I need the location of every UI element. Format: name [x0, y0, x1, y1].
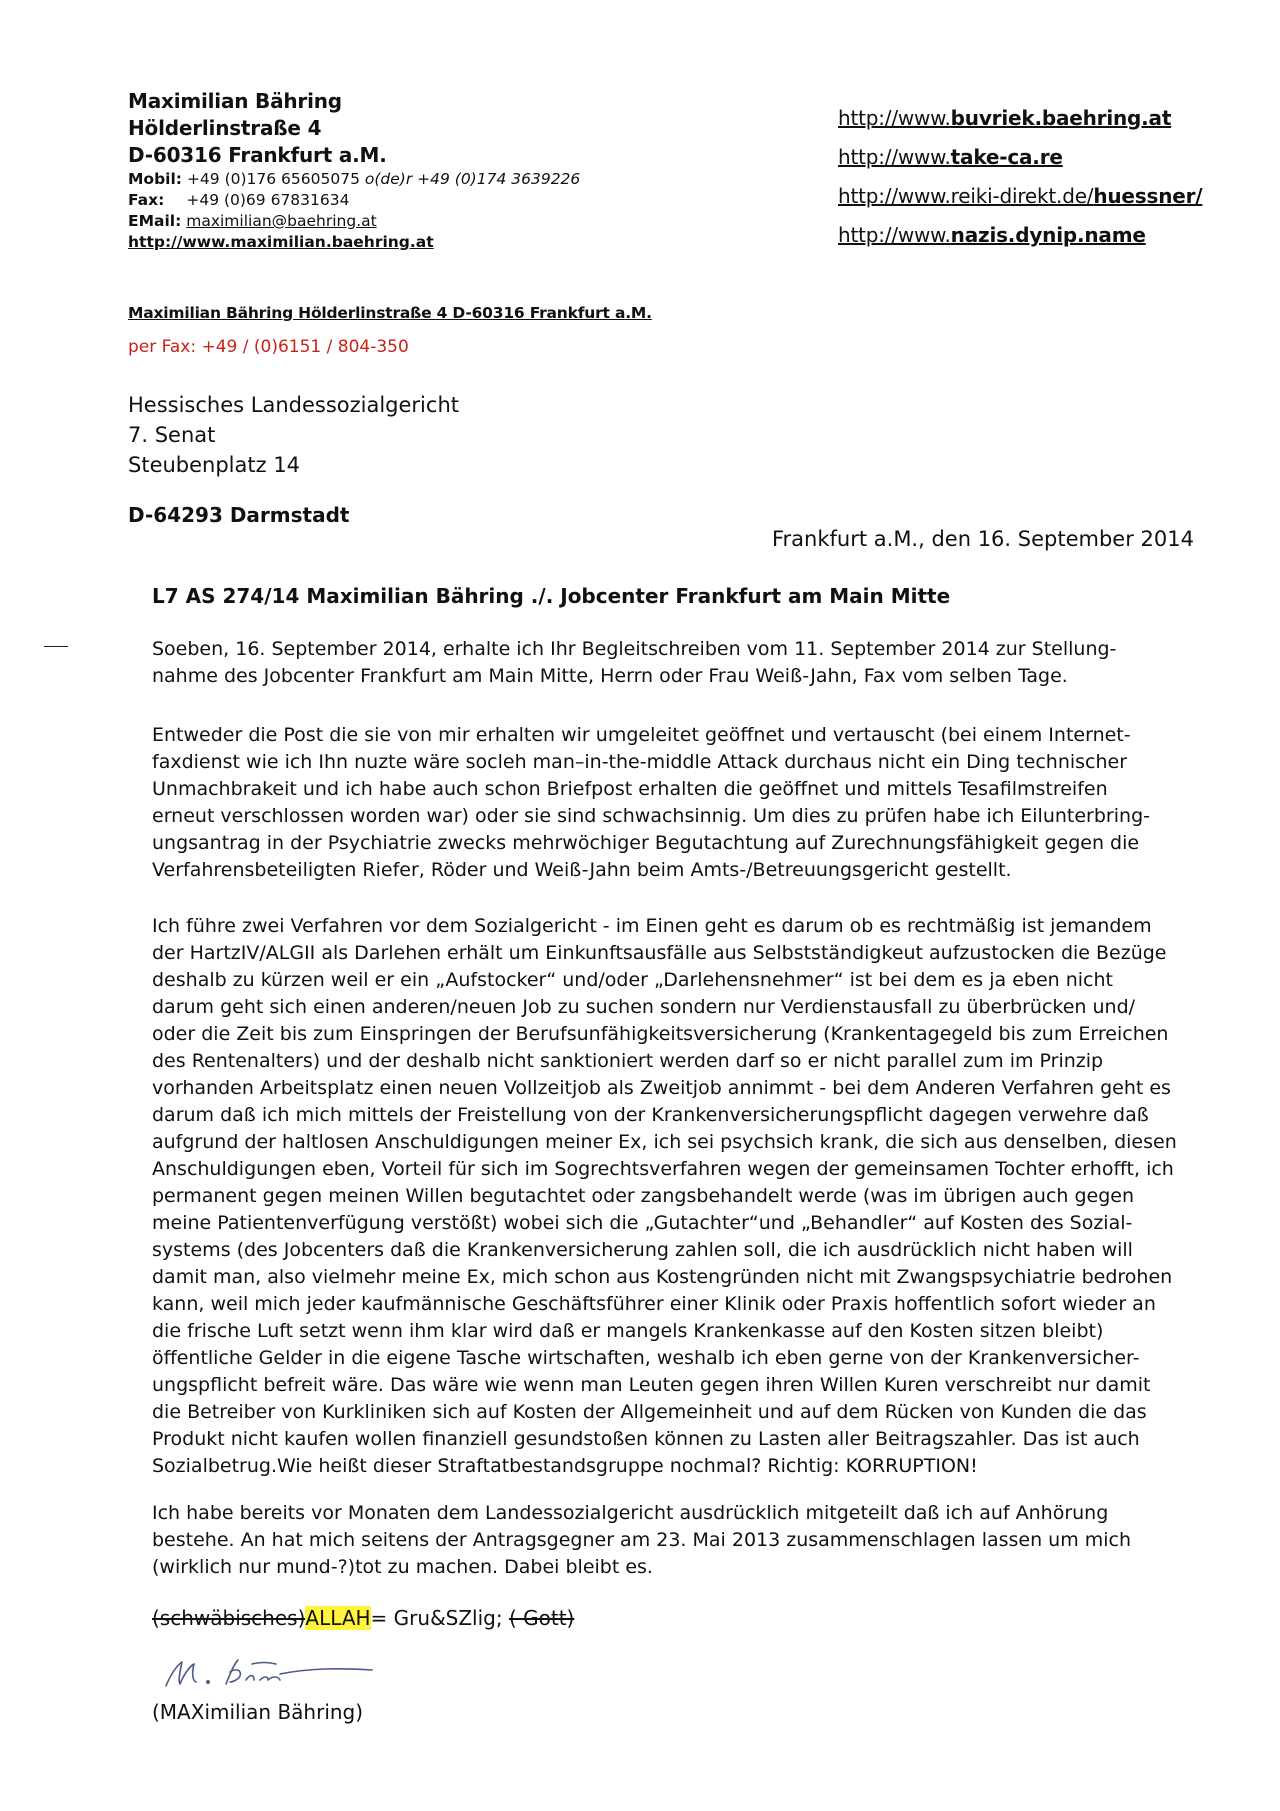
recipient-senate: 7. Senat — [128, 423, 216, 447]
body-line: darum geht sich einen anderen/neuen Job zu suchen sondern nur Verdienstausfall zu überbrücken und/ — [152, 996, 1136, 1018]
body-line: darum daß ich mich mittels der Freistellung von der Krankenversicherungspflicht dagegen verwehre daß — [152, 1104, 1149, 1126]
body-line: systems (des Jobcenters daß die Krankenversicherung zahlen soll, die ich ausdrücklich nicht haben will — [152, 1239, 1133, 1261]
paragraph-3 — [152, 913, 1177, 1480]
sender-mobile-line — [128, 169, 580, 190]
sender-fax-line — [128, 190, 580, 211]
greeting-text: Gru&SZlig; — [393, 1606, 503, 1630]
sender-street: Hölderlinstraße 4 — [128, 116, 322, 140]
sender-block — [128, 88, 580, 253]
body-line: Anschuldigungen eben, Vorteil für sich im Sogrechtsverfahren wegen der gemeinsamen Tochter erhofft, ich — [152, 1158, 1174, 1180]
body-line: Verfahrensbeteiligten Riefer, Röder und Weiß-Jahn beim Amts-/Betreuungsgericht gestellt. — [152, 859, 1012, 881]
paragraph-2 — [152, 722, 1150, 884]
paragraph-4 — [152, 1500, 1131, 1581]
body-line: vorhanden Arbeitsplatz einen neuen Vollzeitjob als Zweitjob annimmt - bei dem Anderen Verfahren geht es — [152, 1077, 1171, 1099]
body-line: Unmachbrakeit und ich habe auch schon Briefpost erhalten die geöffnet und mittels Tesafilmstreifen — [152, 778, 1108, 800]
fold-mark — [44, 646, 68, 647]
highlighted-word: ALLAH — [305, 1606, 371, 1630]
body-line: ungsantrag in der Psychiatrie zwecks mehrwöchiger Begutachtung auf Zurechnungsfähigkeit gegen die — [152, 832, 1140, 854]
struck-text-god: ( Gott) — [508, 1606, 575, 1630]
mobile-separator: o(de)r — [364, 170, 413, 188]
subject-line: L7 AS 274/14 Maximilian Bähring ./. Jobcenter Frankfurt am Main Mitte — [152, 584, 951, 608]
recipient-court: Hessisches Landessozialgericht — [128, 393, 459, 417]
body-line: Soeben, 16. September 2014, erhalte ich Ihr Begleitschreiben vom 11. September 2014 zur Stellung- — [152, 638, 1117, 660]
body-line: kann, weil mich jeder kaufmännische Geschäftsführer einer Klinik oder Praxis hoffentlich sofort wieder an — [152, 1293, 1156, 1315]
mobile-number-2: +49 (0)174 3639226 — [417, 170, 581, 188]
recipient-city: D-64293 Darmstadt — [128, 503, 350, 527]
mobile-label: Mobil: — [128, 170, 182, 188]
sender-city: D-60316 Frankfurt a.M. — [128, 143, 387, 167]
body-line: aufgrund der haltlosen Anschuldigungen meiner Ex, ich sei psychsich krank, die sich aus denselben, diesen — [152, 1131, 1177, 1153]
sender-email-line — [128, 211, 580, 232]
struck-text-swabian: (schwäbisches) — [152, 1606, 306, 1630]
sender-name: Maximilian Bähring — [128, 89, 342, 113]
fax-number: +49 (0)69 67831634 — [186, 191, 350, 209]
body-line: ungspflicht befreit wäre. Das wäre wie wenn man Leuten gegen ihren Willen Kuren verschreibt nur damit — [152, 1374, 1151, 1396]
fax-label: Fax: — [128, 191, 165, 209]
body-line: permanent gegen meinen Willen begutachtet oder zangsbehandelt werde (was im übrigen auch gegen — [152, 1185, 1135, 1207]
body-line: Ich habe bereits vor Monaten dem Landessozialgericht ausdrücklich mitgeteilt daß ich auf Anhörung — [152, 1502, 1109, 1524]
body-line: nahme des Jobcenter Frankfurt am Main Mitte, Herrn oder Frau Weiß-Jahn, Fax vom selben Tage. — [152, 665, 1068, 687]
body-line: die frische Luft setzt wenn ihm klar wird daß er mangels Krankenkasse auf den Kosten sitzen bleibt) — [152, 1320, 1104, 1342]
closing-greeting — [152, 1606, 574, 1630]
body-line: die Betreiber von Kurkliniken sich auf Kosten der Allgemeinheit und auf dem Rücken von Kunden die das — [152, 1401, 1147, 1423]
link-reiki-direkt[interactable]: http://www.reiki-direkt.de/huessner/ — [838, 184, 1203, 208]
date-line: Frankfurt a.M., den 16. September 2014 — [772, 527, 1194, 551]
email-link[interactable]: maximilian@baehring.at — [186, 212, 377, 230]
body-line: oder die Zeit bis zum Einspringen der Berufsunfähigkeitsversicherung (Krankentagegeld bis zum Erreichen — [152, 1023, 1169, 1045]
body-line: damit man, also vielmehr meine Ex, mich schon aus Kostengründen nicht mit Zwangspsychiatrie bedrohen — [152, 1266, 1173, 1288]
sender-website-link[interactable]: http://www.maximilian.baehring.at — [128, 233, 434, 251]
return-address-line: Maximilian Bähring Hölderlinstraße 4 D-60316 Frankfurt a.M. — [128, 304, 652, 322]
body-line: meine Patientenverfügung verstößt) wobei sich die „Gutachter“und „Behandler“ auf Kosten des Sozial- — [152, 1212, 1133, 1234]
email-label: EMail: — [128, 212, 182, 230]
signature-name: (MAXimilian Bähring) — [152, 1700, 364, 1724]
body-line: Produkt nicht kaufen wollen finanziell gesundstoßen können zu Lasten aller Beitragszahler. Das ist auch — [152, 1428, 1140, 1450]
handwritten-signature — [160, 1652, 380, 1700]
per-fax-line: per Fax: +49 / (0)6151 / 804-350 — [128, 337, 409, 357]
body-line: der HartzIV/ALGII als Darlehen erhält um Einkunftsausfälle aus Selbstständigkeut aufzustocken die Bezüge — [152, 942, 1167, 964]
body-line: faxdienst wie ich Ihn nuzte wäre socleh man–in-the-middle Attack durchaus nicht ein Ding technischer — [152, 751, 1128, 773]
link-list — [838, 99, 1202, 255]
body-line: erneut verschlossen worden war) oder sie sind schwachsinnig. Um dies zu prüfen habe ich Eilunterbring- — [152, 805, 1150, 827]
body-line: des Rentenalters) und der deshalb nicht sanktioniert werden darf so er nicht parallel zum im Prinzip — [152, 1050, 1104, 1072]
body-line: Sozialbetrug.Wie heißt dieser Straftatbestandsgruppe nochmal? Richtig: KORRUPTION! — [152, 1455, 978, 1477]
link-buvriek[interactable]: http://www.buvriek.baehring.at — [838, 106, 1172, 130]
link-take-care[interactable]: http://www.take-ca.re — [838, 145, 1063, 169]
equals-sign: = — [370, 1606, 388, 1630]
body-line: öffentliche Gelder in die eigene Tasche wirtschaften, weshalb ich eben gerne von der Krankenversicher- — [152, 1347, 1140, 1369]
body-line: Entweder die Post die sie von mir erhalten wir umgeleitet geöffnet und vertauscht (bei einem Internet- — [152, 724, 1131, 746]
recipient-street: Steubenplatz 14 — [128, 453, 301, 477]
mobile-number-1: +49 (0)176 65605075 — [186, 170, 360, 188]
paragraph-1 — [152, 636, 1116, 690]
body-line: (wirklich nur mund-?)tot zu machen. Dabei bleibt es. — [152, 1556, 653, 1578]
recipient-block — [128, 390, 459, 480]
body-line: deshalb zu kürzen weil er ein „Aufstocker“ und/oder „Darlehensnehmer“ ist bei dem es ja eben nicht — [152, 969, 1113, 991]
body-line: bestehe. An hat mich seitens der Antragsgegner am 23. Mai 2013 zusammenschlagen lassen um mich — [152, 1529, 1132, 1551]
body-line: Ich führe zwei Verfahren vor dem Sozialgericht - im Einen geht es darum ob es rechtmäßig ist jemandem — [152, 915, 1152, 937]
link-nazis-dynip[interactable]: http://www.nazis.dynip.name — [838, 223, 1146, 247]
